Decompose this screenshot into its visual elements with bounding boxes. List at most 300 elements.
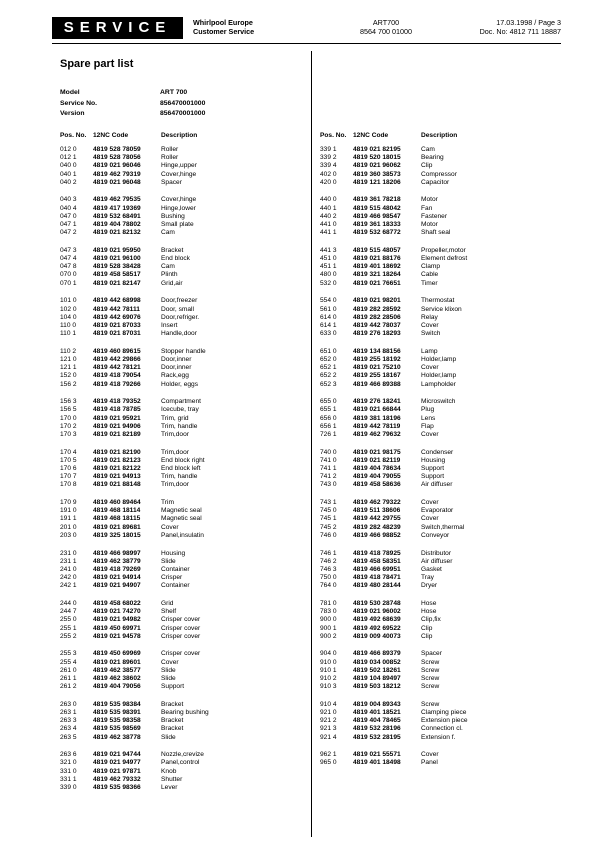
doc-number: Doc. No: 4812 711 18887	[479, 27, 561, 36]
part-code: 4819 282 48239	[353, 523, 401, 531]
meta-row-service: Service No. 856470001000	[60, 99, 206, 107]
part-description: Grid	[161, 599, 174, 607]
part-code: 4819 021 88148	[93, 481, 141, 489]
table-row	[320, 381, 468, 389]
table-row	[60, 179, 209, 187]
part-description: Slide	[161, 557, 176, 565]
table-row	[320, 473, 468, 481]
part-group	[320, 449, 468, 490]
part-code: 4819 021 94907	[93, 582, 141, 590]
pos-number: 242 0	[60, 574, 77, 582]
table-row	[60, 196, 209, 204]
table-row	[320, 759, 468, 767]
pos-number: 746 2	[320, 557, 337, 565]
part-description: Trim,door	[161, 430, 189, 438]
part-code: 4819 021 94982	[93, 616, 141, 624]
table-row	[60, 247, 209, 255]
pos-number: 554 0	[320, 297, 337, 305]
part-code: 4819 466 89379	[353, 650, 401, 658]
part-code: 4819 021 94578	[93, 632, 141, 640]
pos-number: 764 0	[320, 582, 337, 590]
part-code: 4819 442 29866	[93, 355, 141, 363]
pos-number: 441 3	[320, 246, 337, 254]
pos-number: 102 0	[60, 305, 77, 313]
part-group	[60, 196, 209, 237]
pos-number: 244 0	[60, 599, 77, 607]
header-desc: Description	[161, 132, 198, 139]
part-description: Cover,hinge	[161, 170, 197, 178]
table-row	[320, 499, 468, 507]
part-description: Extension f.	[421, 733, 456, 741]
table-row	[60, 372, 209, 380]
part-description: Switch	[421, 330, 441, 338]
part-code: 4819 442 78037	[353, 321, 401, 329]
table-row	[60, 205, 209, 213]
table-row	[60, 515, 209, 523]
pos-number: 750 0	[320, 574, 337, 582]
part-group	[60, 550, 209, 591]
part-description: Door,inner	[161, 364, 192, 372]
pos-number: 655 0	[320, 398, 337, 406]
part-description: Gasket	[421, 565, 442, 573]
part-description: Magnetic seal	[161, 507, 202, 515]
part-description: Bushing	[161, 212, 185, 220]
part-description: Knob	[161, 767, 177, 775]
part-code: 4819 404 78465	[353, 717, 401, 725]
pos-number: 170 0	[60, 414, 77, 422]
table-row	[320, 683, 468, 691]
part-code: 4819 462 38577	[93, 666, 141, 674]
pos-number: 614 0	[320, 313, 337, 321]
right-parts-list	[320, 146, 468, 768]
part-code: 4819 021 82132	[93, 229, 141, 237]
part-code: 4819 458 58517	[93, 271, 141, 279]
part-description: Trim,door	[161, 481, 189, 489]
pos-number: 745 2	[320, 523, 337, 531]
part-description: Relay	[421, 313, 438, 321]
part-description: End block right	[161, 456, 205, 464]
part-description: Extension piece	[421, 717, 468, 725]
table-row	[60, 146, 209, 154]
part-description: Thermostat	[421, 297, 455, 305]
pos-number: 040 3	[60, 196, 77, 204]
table-row	[60, 650, 209, 658]
table-row	[320, 608, 468, 616]
part-description: Door,freezer	[161, 297, 198, 305]
part-description: Cam	[421, 146, 435, 153]
part-description: Door,refriger.	[161, 313, 200, 321]
part-code: 4819 511 38606	[353, 507, 401, 515]
part-description: Holder,lamp	[421, 372, 457, 380]
pos-number: 451 0	[320, 255, 337, 263]
table-row	[60, 608, 209, 616]
part-description: Compartment	[161, 398, 201, 406]
pos-number: 255 2	[60, 632, 77, 640]
part-description: Screw	[421, 683, 440, 691]
part-code: 4819 528 78056	[93, 154, 141, 162]
pos-number: 244 7	[60, 608, 77, 616]
part-description: Bracket	[161, 246, 184, 254]
table-row	[60, 675, 209, 683]
part-description: Shutter	[161, 775, 183, 783]
table-row	[60, 524, 209, 532]
pos-number: 255 3	[60, 650, 77, 658]
part-code: 4819 515 48057	[353, 246, 401, 254]
table-row	[60, 550, 209, 558]
pos-number: 746 0	[320, 531, 337, 539]
table-row	[60, 725, 209, 733]
part-group	[60, 297, 209, 338]
pos-number: 331 1	[60, 775, 77, 783]
part-description: Hose	[421, 608, 437, 616]
part-code: 4819 466 89388	[353, 380, 401, 388]
pos-number: 745 0	[320, 507, 337, 515]
column-divider	[311, 51, 312, 837]
table-row	[320, 582, 468, 590]
part-description: Grid,air	[161, 279, 183, 287]
part-description: Support	[421, 465, 445, 472]
pos-number: 040 2	[60, 178, 77, 186]
part-group	[320, 196, 468, 237]
service-logo: SERVICE	[52, 17, 183, 39]
pos-number: 781 0	[320, 599, 337, 607]
table-header	[320, 132, 468, 146]
table-row	[60, 768, 209, 776]
part-description: Slide	[161, 666, 176, 674]
part-description: Cover	[421, 499, 439, 507]
table-row	[60, 582, 209, 590]
part-description: Screw	[421, 666, 440, 674]
pos-number: 746 1	[320, 549, 337, 557]
table-row	[320, 221, 468, 229]
part-code: 4819 532 68772	[353, 229, 401, 237]
page-header	[52, 14, 561, 44]
header-model-number: 8564 700 01000	[360, 27, 412, 36]
part-description: Panel,insulatin	[161, 531, 204, 539]
part-code: 4819 458 68022	[93, 599, 141, 607]
table-row	[320, 524, 468, 532]
part-code: 4819 466 98547	[353, 212, 401, 220]
table-row	[320, 213, 468, 221]
table-row	[320, 330, 468, 338]
table-row	[320, 196, 468, 204]
part-code: 4819 442 69076	[93, 313, 141, 321]
part-code: 4819 442 68998	[93, 297, 141, 305]
part-description: Cover	[161, 523, 179, 531]
table-row	[60, 449, 209, 457]
table-row	[320, 356, 468, 364]
table-row	[60, 229, 209, 237]
pos-number: 170 5	[60, 456, 77, 464]
part-code: 4819 460 89615	[93, 347, 141, 355]
part-code: 4819 532 28195	[353, 733, 401, 741]
part-code: 4819 021 95950	[93, 246, 141, 254]
company-block	[193, 18, 254, 36]
part-code: 4819 466 98997	[93, 549, 141, 557]
part-description: Timer	[421, 279, 438, 287]
table-row	[60, 431, 209, 439]
part-code: 4819 021 87033	[93, 321, 141, 329]
pos-number: 012 0	[60, 146, 77, 153]
pos-number: 101 0	[60, 297, 77, 305]
part-group	[60, 398, 209, 439]
part-description: Motor	[421, 221, 438, 228]
pos-number: 241 0	[60, 565, 77, 573]
pos-number: 440 1	[320, 204, 337, 212]
meta-row-version: Version 856470001000	[60, 110, 206, 117]
pos-number: 441 0	[320, 221, 337, 228]
part-description: Slide	[161, 733, 176, 741]
part-code: 4819 401 18498	[353, 759, 401, 767]
part-description: Trim, handle	[161, 473, 198, 481]
pos-number: 652 2	[320, 372, 337, 380]
pos-number: 904 0	[320, 650, 337, 658]
table-row	[320, 465, 468, 473]
pos-number: 614 1	[320, 321, 337, 329]
part-description: Shaft seal	[421, 229, 451, 237]
pos-number: 110 0	[60, 321, 77, 329]
table-row	[320, 398, 468, 406]
part-code: 4819 021 76651	[353, 279, 401, 287]
table-row	[60, 381, 209, 389]
part-description: Cover	[161, 658, 179, 666]
part-description: Cover	[421, 430, 439, 438]
pos-number: 339 4	[320, 162, 337, 170]
part-code: 4819 021 94913	[93, 473, 141, 481]
part-code: 4819 520 18015	[353, 154, 401, 162]
table-row	[320, 306, 468, 314]
part-code: 4819 276 18241	[353, 398, 401, 406]
pos-number: 921 3	[320, 725, 337, 733]
pos-number: 203 0	[60, 531, 77, 539]
part-description: Dryer	[421, 582, 438, 590]
part-description: Bearing bushing	[161, 709, 209, 716]
table-row	[320, 507, 468, 515]
part-group	[60, 600, 209, 641]
pos-number: 740 0	[320, 448, 337, 456]
header-code: 12NC Code	[93, 132, 129, 139]
part-code: 4819 021 82123	[93, 456, 141, 464]
pos-number: 910 0	[320, 658, 337, 666]
pos-number: 170 7	[60, 473, 77, 481]
part-description: Container	[161, 582, 190, 590]
part-description: Magnetic seal	[161, 515, 202, 523]
part-code: 4819 104 89497	[353, 674, 401, 682]
part-group	[320, 751, 468, 767]
table-row	[320, 650, 468, 658]
part-code: 4819 462 38779	[93, 557, 141, 565]
part-description: Spacer	[161, 178, 182, 186]
part-code: 4819 442 78119	[353, 422, 401, 430]
pos-number: 191 0	[60, 507, 77, 515]
part-code: 4819 021 88176	[353, 255, 401, 263]
part-description: Plinth	[161, 271, 178, 279]
pos-number: 652 3	[320, 380, 337, 388]
table-row	[60, 717, 209, 725]
table-row	[320, 205, 468, 213]
part-code: 4819 492 68639	[353, 616, 401, 624]
pos-number: 110 2	[60, 347, 77, 355]
part-code: 4819 418 79269	[93, 565, 141, 573]
table-row	[320, 725, 468, 733]
part-description: End block left	[161, 465, 201, 472]
part-description: Cable	[421, 271, 439, 279]
part-description: Door,inner	[161, 355, 192, 363]
pos-number: 104 0	[60, 313, 77, 321]
pos-number: 741 1	[320, 465, 337, 472]
pos-number: 900 2	[320, 632, 337, 640]
part-description: Motor	[421, 196, 438, 204]
part-code: 4819 021 96100	[93, 255, 141, 263]
pos-number: 201 0	[60, 523, 77, 531]
table-row	[60, 306, 209, 314]
table-row	[60, 280, 209, 288]
pos-number: 745 1	[320, 515, 337, 523]
pos-number: 047 8	[60, 263, 77, 271]
table-row	[60, 616, 209, 624]
part-description: Compressor	[421, 170, 457, 178]
model-info	[60, 88, 205, 120]
part-code: 4819 381 18196	[353, 414, 401, 422]
table-row	[60, 507, 209, 515]
part-code: 4819 255 18167	[353, 372, 401, 380]
table-row	[60, 759, 209, 767]
table-row	[60, 600, 209, 608]
table-row	[320, 558, 468, 566]
table-row	[320, 280, 468, 288]
part-code: 4819 462 79332	[93, 775, 141, 783]
table-row	[60, 398, 209, 406]
part-description: Cover	[421, 751, 439, 759]
part-description: Crisper cover	[161, 624, 201, 632]
part-code: 4819 528 38428	[93, 263, 141, 271]
part-description: Propeller,motor	[421, 246, 466, 254]
table-row	[320, 449, 468, 457]
table-row	[60, 701, 209, 709]
part-code: 4819 535 98384	[93, 700, 141, 708]
right-parts-column	[320, 132, 468, 768]
part-code: 4819 021 82119	[353, 456, 401, 464]
part-group	[60, 247, 209, 288]
part-code: 4819 276 18293	[353, 330, 401, 338]
part-code: 4819 021 74270	[93, 608, 141, 616]
table-row	[60, 574, 209, 582]
part-description: Hinge,upper	[161, 162, 197, 170]
pos-number: 156 2	[60, 380, 77, 388]
pos-number: 339 0	[60, 784, 77, 791]
part-code: 4819 468 18114	[93, 507, 141, 515]
part-group	[320, 499, 468, 540]
part-code: 4819 282 28506	[353, 313, 401, 321]
part-code: 4819 418 78925	[353, 549, 401, 557]
table-row	[60, 532, 209, 540]
model-block	[360, 18, 412, 36]
table-row	[320, 625, 468, 633]
part-group	[320, 146, 468, 187]
pos-number: 255 0	[60, 616, 77, 624]
pos-number: 656 0	[320, 414, 337, 422]
part-description: Crisper cover	[161, 616, 201, 624]
table-row	[320, 247, 468, 255]
company-dept: Customer Service	[193, 27, 255, 36]
part-description: Evaporator	[421, 507, 454, 515]
pos-number: 170 8	[60, 481, 77, 489]
part-description: Panel	[421, 759, 438, 767]
table-row	[60, 776, 209, 784]
part-group	[320, 701, 468, 742]
table-row	[60, 751, 209, 759]
pos-number: 231 0	[60, 549, 77, 557]
part-description: Crisper	[161, 574, 183, 582]
part-code: 4819 462 79319	[93, 170, 141, 178]
pos-number: 012 1	[60, 154, 77, 162]
part-description: Housing	[421, 456, 446, 464]
part-code: 4819 530 28748	[353, 599, 401, 607]
part-description: Trim,door	[161, 448, 189, 456]
pos-number: 261 2	[60, 683, 77, 691]
table-row	[60, 423, 209, 431]
pos-number: 910 1	[320, 666, 337, 674]
part-code: 4819 021 94914	[93, 574, 141, 582]
pos-number: 231 1	[60, 557, 77, 565]
pos-number: 743 0	[320, 481, 337, 489]
table-row	[60, 154, 209, 162]
table-row	[320, 515, 468, 523]
part-code: 4819 009 40073	[353, 632, 401, 640]
part-description: Screw	[421, 700, 440, 708]
part-code: 4819 515 48042	[353, 204, 401, 212]
part-description: Cover	[421, 515, 439, 523]
part-code: 4819 492 69522	[353, 624, 401, 632]
table-row	[60, 348, 209, 356]
header-model: ART700	[372, 18, 400, 27]
pos-number: 263 4	[60, 725, 77, 733]
table-row	[320, 314, 468, 322]
part-description: Plug	[421, 406, 435, 414]
part-description: Roller	[161, 154, 179, 162]
pos-number: 156 3	[60, 398, 77, 406]
part-description: Lens	[421, 414, 436, 422]
part-description: Cam	[161, 229, 175, 237]
table-row	[320, 659, 468, 667]
pos-number: 261 0	[60, 666, 77, 674]
part-description: Connection cl.	[421, 725, 463, 733]
part-code: 4819 535 98391	[93, 709, 141, 716]
part-description: End block	[161, 255, 190, 263]
table-row	[320, 550, 468, 558]
part-code: 4819 503 18212	[353, 683, 401, 691]
part-code: 4819 535 98358	[93, 717, 141, 725]
pos-number: 170 3	[60, 430, 77, 438]
table-row	[60, 473, 209, 481]
part-description: Switch,thermal	[421, 523, 465, 531]
part-code: 4819 021 89601	[93, 658, 141, 666]
part-code: 4819 004 89343	[353, 700, 401, 708]
header-divider	[52, 43, 561, 44]
table-row	[320, 297, 468, 305]
part-code: 4819 466 69951	[353, 565, 401, 573]
part-code: 4819 466 98852	[353, 531, 401, 539]
pos-number: 900 0	[320, 616, 337, 624]
pos-number: 402 0	[320, 170, 337, 178]
part-description: Shelf	[161, 608, 177, 616]
table-row	[60, 465, 209, 473]
table-row	[320, 532, 468, 540]
pos-number: 561 0	[320, 305, 337, 313]
part-description: Flap	[421, 422, 434, 430]
table-row	[60, 314, 209, 322]
table-row	[60, 481, 209, 489]
